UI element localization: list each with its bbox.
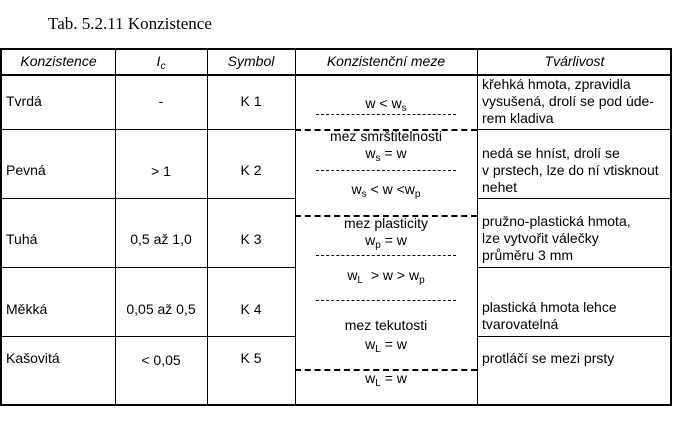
col-divider xyxy=(477,48,478,406)
ic-cell: < 0,05 xyxy=(141,352,181,368)
meze-tekutosti-label: mez tekutosti xyxy=(344,317,428,333)
ic-cell: 0,5 až 1,0 xyxy=(130,231,192,247)
symbol-cell: K 1 xyxy=(240,93,262,109)
meze-inequality: $w_L > w > w_p$ xyxy=(347,267,425,286)
konzistence-cell: Kašovitá xyxy=(6,350,60,366)
ic-cell: 0,05 až 0,5 xyxy=(126,301,196,317)
symbol-cell: K 5 xyxy=(240,350,262,366)
meze-smrstitelnosti-eq: $w_s = w$ xyxy=(365,145,407,164)
meze-plasticity-label: mez plasticity xyxy=(343,215,429,231)
meze-dash xyxy=(316,170,456,171)
header-ic: $I_c$ xyxy=(156,53,166,72)
table-caption: Tab. 5.2.11 Konzistence xyxy=(48,14,212,33)
row-divider xyxy=(477,267,672,268)
row-divider xyxy=(0,198,295,199)
tvarlivost-cell: plastická hmota lehce tvarovatelná xyxy=(482,299,617,332)
row-divider xyxy=(0,129,295,130)
header-tvarlivost: Tvárlivost xyxy=(544,53,605,69)
row-divider xyxy=(477,129,672,130)
meze-bottom-eq: $w_L = w$ xyxy=(365,370,407,389)
symbol-cell: K 4 xyxy=(240,301,262,317)
ic-cell: - xyxy=(158,93,164,109)
tvarlivost-cell: protláčí se mezi prsty xyxy=(482,350,615,366)
meze-plasticity-eq: $w_p = w$ xyxy=(365,232,407,251)
meze-tekutosti-eq: $w_L = w$ xyxy=(365,336,407,355)
tvarlivost-cell: nedá se hníst, drolí se v prstech, lze do ní vtisknout nehet xyxy=(482,145,659,195)
symbol-cell: K 3 xyxy=(240,231,262,247)
row-divider xyxy=(477,198,672,199)
ic-cell: > 1 xyxy=(151,163,171,179)
meze-dash xyxy=(316,114,456,115)
meze-inequality: $w < w_s$ xyxy=(365,95,407,114)
header-konzistence: Konzistence xyxy=(20,53,97,69)
meze-inequality: $w_s < w <w_p$ xyxy=(351,181,421,200)
row-divider xyxy=(477,336,672,337)
meze-dash xyxy=(316,255,456,256)
row-divider xyxy=(0,267,295,268)
konzistence-cell: Pevná xyxy=(6,162,46,178)
konzistence-cell: Tvrdá xyxy=(6,93,42,109)
row-divider xyxy=(0,336,295,337)
header-symbol: Symbol xyxy=(227,53,275,69)
meze-dash xyxy=(316,300,456,301)
konzistence-cell: Tuhá xyxy=(6,231,38,247)
symbol-cell: K 2 xyxy=(240,162,262,178)
konzistence-cell: Měkká xyxy=(6,301,48,317)
header-meze: Konzistenční meze xyxy=(326,53,446,69)
tvarlivost-cell: křehká hmota, zpravidla vysušená, drolí se pod úde- rem kladiva xyxy=(482,76,654,126)
meze-smrstitelnosti-label: mez smrštitelnosti xyxy=(329,128,443,144)
tvarlivost-cell: pružno-plastická hmota, lze vytvořit válečky průměru 3 mm xyxy=(482,213,631,263)
